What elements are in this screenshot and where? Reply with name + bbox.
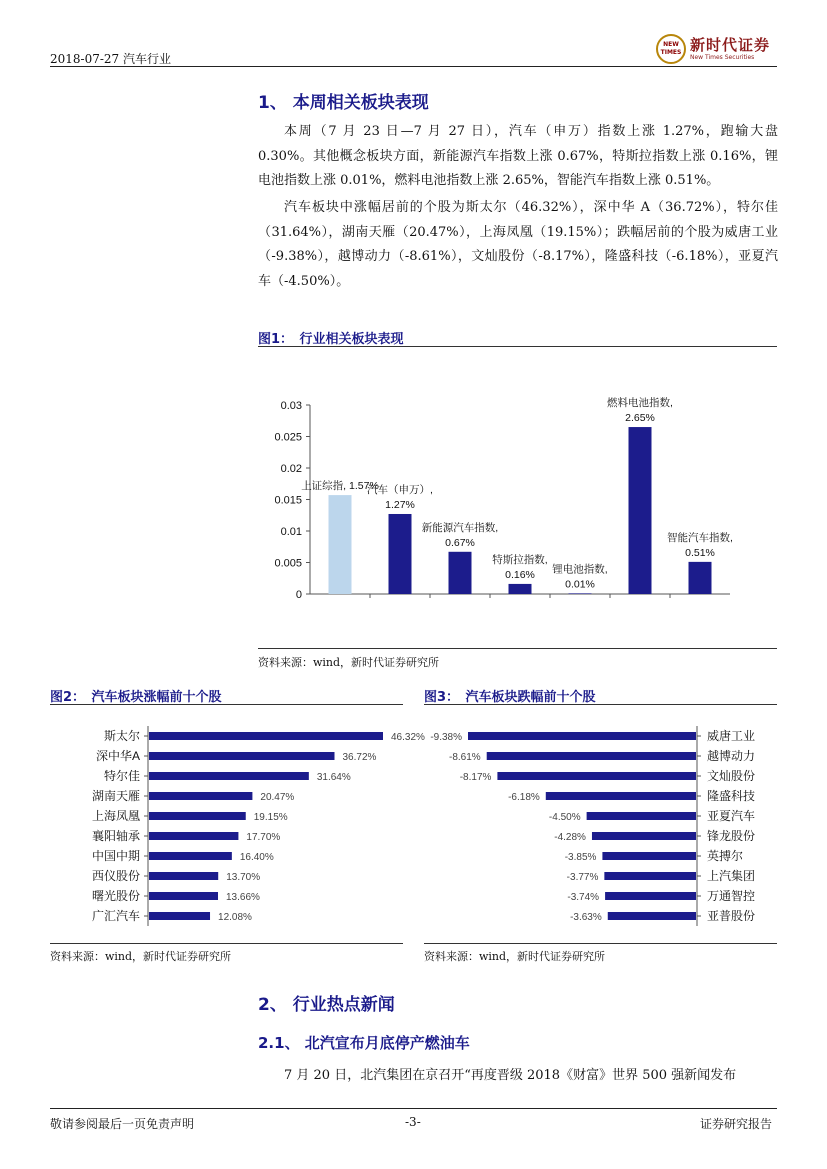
bar-1 — [389, 514, 412, 594]
data-label-0: 上证综指, 1.57% — [301, 480, 379, 493]
y-tick-label: 0.03 — [280, 400, 302, 412]
data-label-3: 特斯拉指数, — [492, 553, 548, 566]
data-label-2: 0.67% — [445, 536, 475, 549]
y-tick-label: 0.01 — [280, 526, 302, 538]
bar-7 — [604, 872, 696, 880]
category-label-3: 隆盛科技 — [707, 789, 756, 803]
bar-5 — [149, 832, 238, 840]
fig1-bottom-rule — [258, 648, 777, 649]
value-label-0: -9.38% — [430, 732, 462, 743]
section2-1-heading: 2.1、 北汽宣布月底停产燃油车 — [258, 1034, 470, 1052]
category-label-7: 西仪股份 — [91, 869, 140, 883]
category-label-6: 中国中期 — [91, 849, 140, 863]
fig2-chart — [50, 722, 425, 927]
fig2-title: 图2： 汽车板块涨幅前十个股 — [50, 690, 222, 705]
category-label-1: 越博动力 — [707, 749, 756, 763]
value-label-7: -3.77% — [566, 872, 599, 883]
bar-5 — [629, 427, 652, 594]
value-label-2: -8.17% — [459, 772, 492, 783]
bar-7 — [149, 872, 218, 880]
bar-5 — [592, 832, 696, 840]
category-label-4: 亚夏汽车 — [707, 809, 756, 823]
logo-name: 新时代证券 — [690, 36, 771, 54]
bar-8 — [605, 892, 696, 900]
bar-1 — [149, 752, 335, 760]
bar-4 — [149, 812, 246, 820]
section1-heading: 1、 本周相关板块表现 — [258, 93, 429, 113]
bar-6 — [689, 562, 712, 594]
bar-4 — [587, 812, 696, 820]
category-label-2: 文灿股份 — [707, 769, 756, 783]
logo-subtitle: New Times Securities — [690, 54, 755, 61]
bar-6 — [149, 852, 232, 860]
fig1-title: 图1： 行业相关板块表现 — [258, 332, 404, 347]
value-label-5: -4.28% — [554, 832, 586, 843]
fig1-source: 资料来源：wind，新时代证券研究所 — [258, 656, 440, 669]
fig2-source: 资料来源：wind，新时代证券研究所 — [50, 950, 232, 963]
bar-4 — [569, 593, 592, 594]
value-label-8: 13.66% — [226, 892, 260, 903]
bar-8 — [149, 892, 218, 900]
value-label-4: -4.50% — [548, 812, 581, 823]
category-label-9: 广汇汽车 — [91, 909, 140, 923]
data-label-6: 0.51% — [685, 546, 715, 559]
fig3-title-rule — [424, 704, 777, 705]
value-label-6: 16.40% — [239, 852, 274, 863]
value-label-6: -3.85% — [564, 852, 597, 863]
category-label-1: 深中华A — [95, 749, 140, 763]
bar-2 — [497, 772, 696, 780]
category-label-3: 湖南天雁 — [91, 789, 140, 803]
value-label-5: 17.70% — [246, 832, 281, 843]
fig3-chart — [424, 722, 777, 927]
footer-report-type: 证券研究报告 — [700, 1117, 773, 1131]
value-label-1: -8.61% — [449, 752, 481, 763]
data-label-2: 新能源汽车指数, — [421, 521, 499, 534]
value-label-3: -6.18% — [508, 792, 540, 803]
bar-9 — [149, 912, 210, 920]
footer-divider — [50, 1108, 777, 1109]
fig2-title-rule — [50, 704, 403, 705]
bar-3 — [546, 792, 696, 800]
bar-3 — [509, 584, 532, 594]
bar-3 — [149, 792, 252, 800]
value-label-1: 36.72% — [342, 752, 377, 763]
logo-badge-icon: NEW TIMES — [656, 34, 686, 64]
section2-heading: 2、 行业热点新闻 — [258, 995, 395, 1015]
value-label-0: 46.32% — [391, 732, 425, 743]
category-label-7: 上汽集团 — [707, 869, 756, 883]
header-date-industry: 2018-07-27 汽车行业 — [50, 52, 172, 66]
category-label-6: 英搏尔 — [707, 849, 744, 863]
section2-1-paragraph: 7 月 20 日，北汽集团在京召开“再度晋级 2018《财富》世界 500 强新闻发布 — [284, 1068, 737, 1083]
footer-page-number: -3- — [405, 1115, 421, 1129]
category-label-2: 特尔佳 — [103, 769, 140, 783]
data-label-5: 燃料电池指数, — [607, 397, 673, 410]
bar-2 — [149, 772, 309, 780]
data-label-6: 智能汽车指数, — [667, 531, 733, 544]
bar-2 — [449, 552, 472, 594]
fig3-title: 图3： 汽车板块跌幅前十个股 — [424, 690, 596, 705]
value-label-4: 19.15% — [253, 812, 288, 823]
y-tick-label: 0.025 — [274, 431, 302, 444]
section1-paragraph-2: 汽车板块中涨幅居前的个股为斯太尔（46.32%），深中华 A（36.72%），特尔佳（31.64%），湖南天雁（20.47%），上海凤凰（19.15%）；跌幅居前的个股为威唐工业（-9.38%），越博动力（-8.61%），文灿股份（-8.17%），隆盛科技（-6.18%），亚夏汽车（-4.50%）。 — [258, 200, 778, 289]
bar-0 — [468, 732, 696, 740]
category-label-9: 亚普股份 — [707, 909, 756, 923]
footer-disclaimer: 敬请参阅最后一页免责声明 — [50, 1117, 195, 1131]
value-label-9: 12.08% — [218, 912, 252, 923]
y-tick-label: 0.005 — [274, 557, 302, 570]
value-label-7: 13.70% — [226, 872, 261, 883]
data-label-5: 2.65% — [625, 412, 655, 425]
category-label-8: 曙光股份 — [91, 889, 140, 903]
fig3-bottom-rule — [424, 943, 777, 944]
y-tick-label: 0 — [295, 589, 302, 601]
data-label-1: 汽车（申万）, — [367, 483, 433, 496]
fig3-source: 资料来源：wind，新时代证券研究所 — [424, 950, 606, 963]
category-label-8: 万通智控 — [707, 889, 756, 903]
data-label-1: 1.27% — [385, 498, 415, 511]
data-label-4: 锂电池指数, — [552, 563, 608, 576]
value-label-9: -3.63% — [570, 912, 602, 923]
category-label-4: 上海凤凰 — [91, 809, 140, 823]
company-logo — [656, 34, 776, 64]
bar-0 — [329, 495, 352, 594]
y-tick-label: 0.02 — [280, 463, 302, 475]
bar-9 — [608, 912, 696, 920]
section1-paragraph-1: 本周（7 月 23 日—7 月 27 日），汽车（申万）指数上涨 1.27%，跑输大盘 0.30%。其他概念板块方面，新能源汽车指数上涨 0.67%，特斯拉指数上涨 0.16%，锂电池指数上涨 0.01%，燃料电池指数上涨 2.65%，智能汽车指数上涨 0.51%。 — [258, 124, 778, 188]
data-label-3: 0.16% — [505, 568, 535, 581]
y-tick-label: 0.015 — [274, 494, 302, 507]
fig1-title-rule — [258, 346, 777, 347]
value-label-3: 20.47% — [260, 792, 295, 803]
header-divider — [50, 66, 777, 67]
bar-1 — [487, 752, 696, 760]
category-label-5: 襄阳轴承 — [91, 829, 140, 843]
value-label-8: -3.74% — [567, 892, 600, 903]
value-label-2: 31.64% — [316, 772, 351, 783]
category-label-5: 锋龙股份 — [707, 829, 756, 843]
fig2-bottom-rule — [50, 943, 403, 944]
bar-6 — [602, 852, 696, 860]
bar-0 — [149, 732, 383, 740]
data-label-4: 0.01% — [565, 578, 595, 591]
category-label-0: 威唐工业 — [707, 729, 756, 743]
fig1-chart — [258, 380, 777, 620]
category-label-0: 斯太尔 — [103, 729, 140, 743]
